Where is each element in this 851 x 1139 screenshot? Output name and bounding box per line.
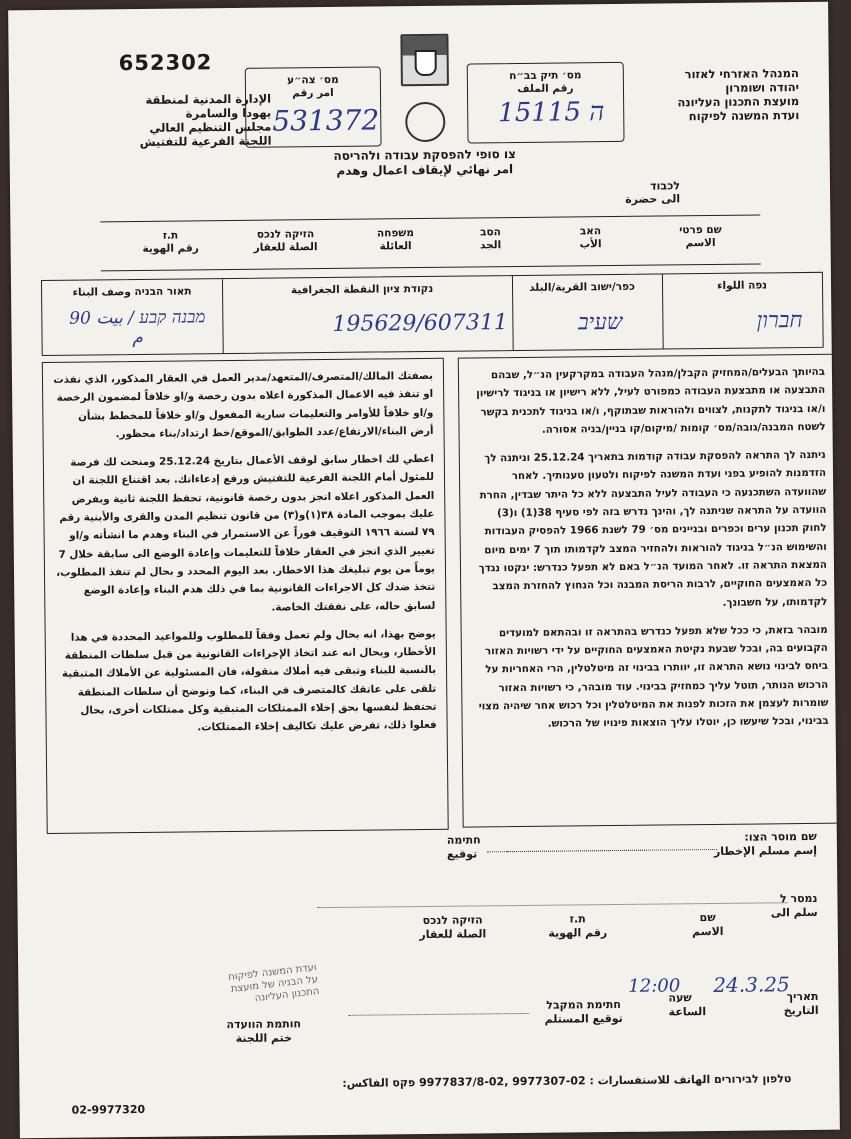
col-village: כפר/ישוב القرية/البلد (529, 280, 635, 294)
header-hebrew-line: מועצת התכנון העליונה (677, 94, 800, 110)
file-number-box (467, 62, 625, 144)
district-value: חברון (756, 308, 803, 334)
col-district: נפה اللواء (717, 279, 768, 292)
hebrew-paragraph: מובהר בזאת, כי ככל שלא תפעל כנדרש בהתראה זו ובהתאם למועדים הקבועים בה, ובכל שבעת נקיטת האמצעים החוקיים על ידי רשויות האזור ביחס לבינוי נושא התראה זו, יוותרו בבינוי זה מיטלטלין, הרי האחריות על הרכוש הנותר, תוטל עליך כמחזיק בבינוי. עוד מובהר, כי רשויות האזור שומרות לעצמן את הזכות לפנות את המיטלטלין וכל רכוש אחר שיהיה מצוי בבינוי, ובכל שיעשו כן, יוטלו עליך הוצאות פינויו של הרכוש. (478, 623, 829, 731)
date-value: 24.3.25 (713, 972, 790, 997)
order-title-he: צו סופי להפסקת עבודה ולהריסה (333, 147, 516, 163)
header-arabic-line: الإدارة المدنية لمنطقة (145, 91, 272, 107)
order-number-value: 531372 (272, 103, 380, 138)
footer-contact: טלפון לבירורים الهاتف للاستفسارات : 02-9977307 ,02-9977837/8 פקס الفاكس: (342, 1072, 792, 1090)
header-arabic-line: مجلس التنظيم العالي (149, 119, 272, 135)
header-arabic-line: اللجنة الفرعية للتفتيش (139, 133, 272, 149)
col-grandfather: הסב الجد (479, 226, 502, 252)
col-family: משפחה العائلة (376, 227, 414, 253)
server-label: שם מוסר הצו: إسم مسلم الإخطار (713, 829, 818, 858)
arabic-paragraph: يوضح بهذا، انه بحال ولم تعمل وفقاً للمطلوب وللمواعيد المحددة في هذا الأخطار، وبحال انه عند اتخاذ الإجراءات القانونية من قبل سلطات المنطقة بالنسبة للبناء وتبقى فيه أملاك منقولة، فان المسئولية عن الأملاك المتبقية تلقى على عاتقك كالمتصرف في البناء، كما ونوضح أن سلطات المنطقة تحتفظ لنفسها بحق إخلاء الممتلكات المتبقية وكل ممتلكات أخرى، بحال فعلوا ذلك، تفرض عليك تكاليف إخلاء الممتلكات. (61, 627, 437, 734)
recv-signature-line (349, 999, 529, 1016)
order-title (260, 146, 590, 179)
col-father: האב الأب (579, 225, 602, 251)
order-number-box (245, 66, 382, 147)
recv-col-id: ת.ז رقم الهوية (548, 912, 608, 940)
handed-to-line (317, 888, 787, 908)
hebrew-paragraph: בהיותך הבעלים/המחזיק הקבלן/מנהל העבודה במקרקעין הנ״ל, שבהם התבצעה או מתבצעת העבודה כמפורט לעיל, ללא רישיון או בניגוד לרישיון ו/או בניגוד לתקנות, לצווים ולהוראות שבתוקף, ו/או בניגוד לתכנית בקשר לשטח המבנה/גובה/מס׳ קומות /מיקום/קו בניין/בניה אסורה. (476, 365, 826, 436)
fax-number: 02-9977320 (71, 1102, 146, 1117)
person-table (100, 214, 760, 271)
header-hebrew-line: המנהל האזרחי לאזור (684, 66, 799, 82)
col-first-name: שם פרטי الاسم (679, 223, 722, 250)
committee-stamp: ועדת המשנה לפיקוח על הבניה של מועצת התכנון העליונה (227, 962, 320, 1005)
recv-signature-label: חתימת המקבל توقيع المستلم (544, 997, 623, 1026)
order-number-label-ar: امر رقم (292, 86, 334, 100)
addressee-ar: الى حضرة (625, 192, 681, 206)
file-number-value: ה 15115 (498, 97, 605, 129)
signature-label: חתימה توقيع (446, 833, 481, 861)
col-relation: הזיקה לנכס الصلة للعقار (253, 228, 318, 254)
file-number-label-ar: رقم الملف (517, 82, 574, 95)
file-number-label-he: מס׳ תיק בב״ח (509, 69, 582, 83)
hebrew-body (458, 354, 840, 828)
date-label: תאריך التاريخ (783, 989, 819, 1018)
serial-number: 652302 (118, 50, 213, 76)
recv-col-relation: הזיקה לנכס الصلة للعقار (419, 913, 487, 942)
header-hebrew-line: ועדת המשנה לפיקוח (688, 108, 800, 124)
col-coordinates: נקודת ציון النقطة الجغرافية (290, 282, 434, 297)
building-desc-value: מבנה קבע / بيت 90 م (69, 307, 206, 349)
hour-value: 12:00 (628, 975, 681, 997)
arabic-paragraph: بصفتك المالك/المتصرف/المتعهد/مدير العمل في العقار المذكور، الذي نفذت او تنفذ فيه الاعمال المذكورة اعلاه بدون رخصة و/او خلافاً لمضمون الرخصة و/او خلافاً للأوامر والتعليمات سارية المفعول و/او خلافاً للمخطط بشأن أرض البناء/الارتفاع/عدد الطوابق/الموقع/خط ارتداد/بناء محظور. (53, 369, 434, 441)
order-title-ar: امر نهائي لإيقاف اعمال وهدم (336, 162, 514, 178)
arabic-body (42, 358, 449, 834)
addressee-he: לכבוד (650, 179, 681, 193)
committee-stamp-label: חותמת הוועדה ختم اللجنة (226, 1017, 302, 1045)
hour-label: שעה الساعة (668, 991, 707, 1019)
coordinates-value: 195629/607311 (332, 310, 508, 337)
header-arabic-line: يهودا والسامرة (185, 105, 272, 121)
server-signature-line (507, 836, 647, 852)
order-number-label-he: מס׳ צה״ע (287, 73, 339, 87)
arabic-paragraph: اعطي لك اخطار سابق لوقف الأعمال بتاريخ 25.12.24 ومنحت لك فرصة للمثول أمام اللجنة الفرعية للتفتيش ورفع إدعاءاتك. بعد اقتناع اللجنة ان العمل المذكور اعلاه انجز بدون رخصة قانونية، تحفظ اللجنة ثانية وبفرض عليك بموجب المادة ٣٨(١)و(٣) من قانون تنظيم المدن والقرى والأبنية رقم ٧٩ لسنة ١٩٦٦ التوقيف فوراً عن الاستمرار في البناء وهدم ما انشأته و/او تغيير الذي انجز في العقار خلافاً للتعليمات وإعادة الوضع الى سابقة خلال 7 يوماً من يوم تبليغك هذا الاخطار. بعد اليوم المحدد و بحال لم تنفذ المطلوب، تتخذ ضدك كل الاجراءات القانونية بما في ذلك هدم البناء وإعادة الوضع لسابق حاله، على نفقتك الخاصة. (56, 453, 436, 614)
addressee (590, 179, 680, 206)
col-id: ת.ז رقم الهوية (142, 229, 199, 255)
header-hebrew-line: יהודה ושומרון (725, 80, 800, 95)
col-building-desc: תאור הבניה وصف البناء (72, 285, 192, 299)
circle-mark-icon (405, 102, 445, 142)
hebrew-paragraph: ניתנה לך התראה להפסקת עבודה קודמות בתאריך 25.12.24 וניתנה לך הזדמנות להופיע בפני ועדת המשנה לפיקוח ולטעון טענותיך. לאחר שהוועדה השתכנעה כי העבודה לעיל התבצעה ללא כל היתר שבדין, החרת הוועדה על התראה שניתנה לך, והינך נדרש בזה לפי סעיף 38(1) ו(3) לחוק תכנון ערים וכפרים ובניינים מס׳ 79 לשנת 1966 להפסיק העבודות והשימוש הנ״ל בניגוד להוראות ולהחזיר המצב לקדמותו תוך 7 ימים מיום המצאת התראה זו. לאחר המועד הנ״ל באם לא תפעל כנדרש: ינקטו נגדך כל האמצעים החוקיים, לרבות הריסת המבנה וכל הנחוץ להחזרת המצב לקדמותו, על חשבונך. (478, 448, 828, 609)
recv-col-name: שם الاسم (692, 910, 724, 939)
village-value: שעיב (577, 309, 623, 336)
handed-to-label: נמסר ל سلم الى (770, 891, 818, 920)
location-table (41, 272, 824, 356)
document-page (8, 2, 840, 1139)
header-hebrew (599, 66, 800, 124)
emblem-icon (400, 34, 449, 86)
